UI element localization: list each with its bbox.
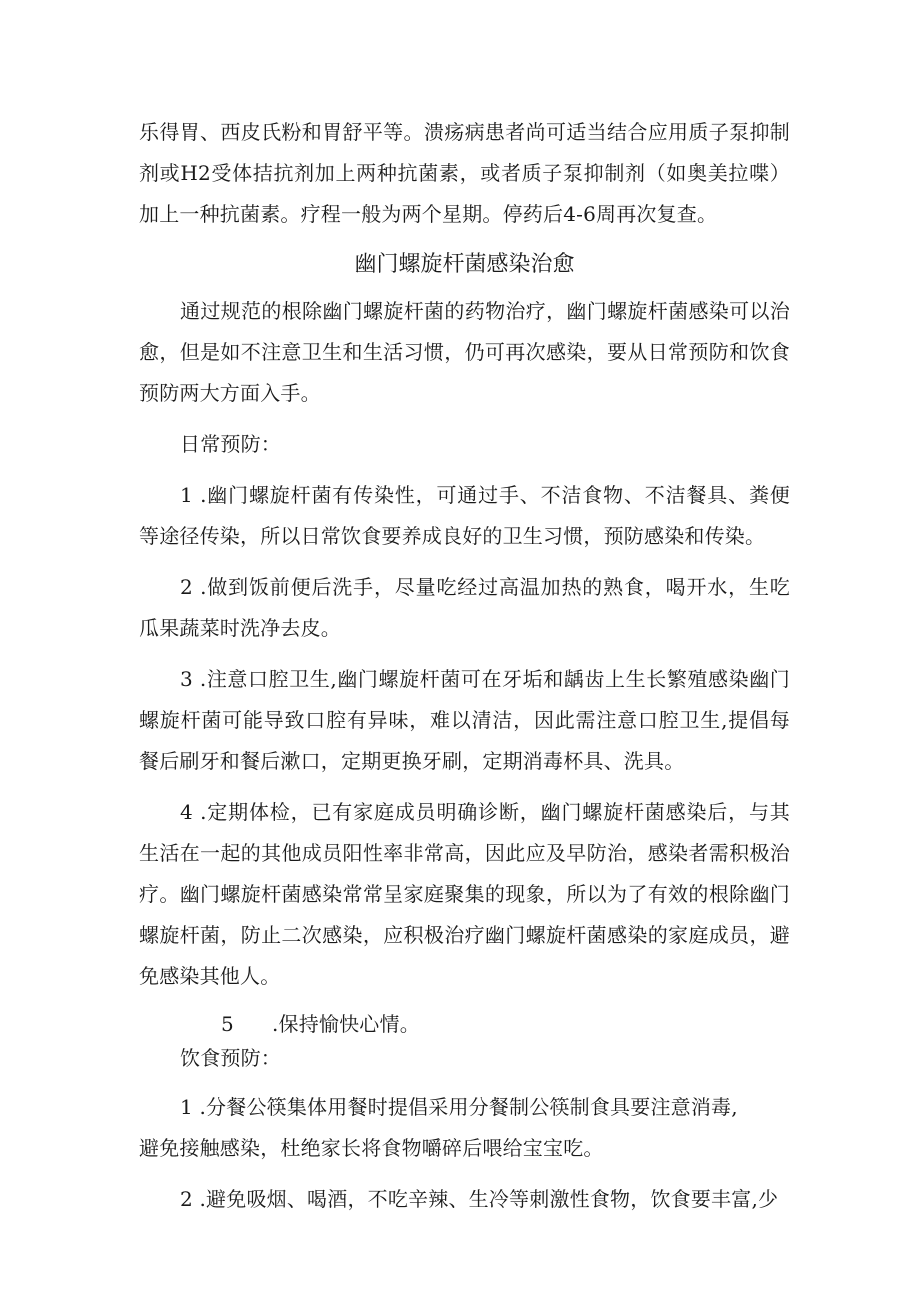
daily-item-2: 2 .做到饭前便后洗手，尽量吃经过高温加热的熟食，喝开水，生吃瓜果蔬菜时洗净去皮。 bbox=[139, 575, 790, 640]
daily-prevention-label: 日常预防： bbox=[180, 432, 281, 456]
daily-item-5 bbox=[139, 1007, 790, 1041]
diet-item-1-line-1: 1 .分餐公筷集体用餐时提倡采用分餐制公筷制食具要注意消毒, bbox=[180, 1095, 738, 1119]
paragraph-intro: 通过规范的根除幽门螺旋杆菌的药物治疗，幽门螺旋杆菌感染可以治愈，但是如不注意卫生和生活习惯，仍可再次感染，要从日常预防和饮食预防两大方面入手。 bbox=[139, 299, 790, 405]
daily-item-4: 4 .定期体检，已有家庭成员明确诊断，幽门螺旋杆菌感染后，与其生活在一起的其他成员阳性率非常高，因此应及早防治，感染者需积极治疗。幽门螺旋杆菌感染常常呈家庭聚集的现象，所以为了有效的根除幽门螺旋杆菌，防止二次感染，应积极治疗幽门螺旋杆菌感染的家庭成员，避免感染其他人。 bbox=[139, 800, 790, 988]
diet-item-2: 2 .避免吸烟、喝酒，不吃辛辣、生冷等刺激性食物，饮食要丰富,少 bbox=[180, 1187, 779, 1211]
paragraph-treatment-continued: 乐得胃、西皮氏粉和胃舒平等。溃疡病患者尚可适当结合应用质子泵抑制剂或H2受体拮抗剂加上两种抗菌素，或者质子泵抑制剂（如奥美拉喋）加上一种抗菌素。疗程一般为两个星期。停药后4-6周再次复查。 bbox=[139, 120, 790, 226]
section-heading: 幽门螺旋杆菌感染治愈 bbox=[354, 252, 575, 277]
document-body bbox=[139, 112, 790, 1230]
diet-prevention-label: 饮食预防： bbox=[180, 1046, 281, 1070]
daily-item-5-number: 5 bbox=[221, 1012, 234, 1036]
daily-item-5-text: .保持愉快心情。 bbox=[271, 1012, 420, 1036]
daily-item-1: 1 .幽门螺旋杆菌有传染性，可通过手、不洁食物、不洁餐具、粪便等途径传染，所以日常饮食要养成良好的卫生习惯，预防感染和传染。 bbox=[139, 483, 790, 548]
diet-item-1-line-2: 避免接触感染，杜绝家长将食物嚼碎后喂给宝宝吃。 bbox=[139, 1136, 604, 1160]
daily-item-3: 3 .注意口腔卫生,幽门螺旋杆菌可在牙垢和龋齿上生长繁殖感染幽门螺旋杆菌可能导致口腔有异味，难以清洁，因此需注意口腔卫生,提倡每餐后刷牙和餐后漱口，定期更换牙刷，定期消毒杯具、洗具。 bbox=[139, 667, 790, 773]
